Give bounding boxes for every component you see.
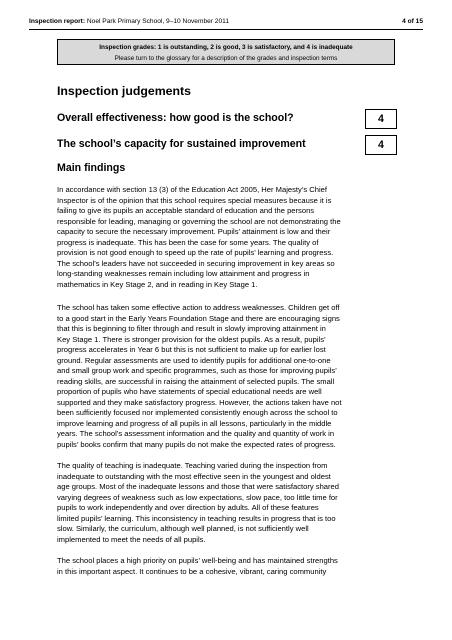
text-line: limited pupils’ learning. This inconsistency in teaching results in progress that is too bbox=[57, 513, 336, 523]
text-line: pupils to work independently and over direction by adults. All of these features bbox=[57, 503, 319, 512]
text-line: The quality of teaching is inadequate. Teaching varied during the inspection from bbox=[57, 461, 328, 470]
page-number: 4 of 15 bbox=[402, 18, 423, 25]
text-line: years. The school’s assessment information and the quality and quantity of work in bbox=[57, 429, 335, 438]
text-line: supported and they make satisfactory progress. However, the actions taken have not bbox=[57, 397, 342, 407]
paragraph-3 bbox=[57, 461, 402, 545]
judgement-overall-effectiveness bbox=[57, 109, 397, 129]
text-line: capacity to secure the necessary improvement. Pupils’ attainment is low and their bbox=[57, 227, 331, 236]
text-line: In accordance with section 13 (3) of the Education Act 2005, Her Majesty’s Chief bbox=[57, 185, 328, 194]
text-line: improve learning and progress of all pupils in all lessons, particularly in the middle bbox=[57, 418, 332, 428]
page-title: Inspection judgements bbox=[57, 84, 191, 98]
text-line: The school has taken some effective action to address weaknesses. Children get off bbox=[57, 303, 340, 312]
text-line: varying degrees of weakness such as low expectations, slow pace, too little time for bbox=[57, 492, 338, 502]
grades-key-box bbox=[57, 39, 395, 65]
text-line: provision is not good enough to speed up the rate of pupils’ learning and progress. bbox=[57, 248, 334, 257]
text-line: long-standing weaknesses remain including low attainment and progress in bbox=[57, 269, 310, 278]
judgement-grade: 4 bbox=[365, 109, 397, 129]
text-line: slow. Similarly, the curriculum, although well planned, is not sufficiently well bbox=[57, 524, 309, 533]
school-info: Noel Park Primary School, 9–10 November 2011 bbox=[86, 18, 229, 25]
text-line: Inspector is of the opinion that this school requires special measures because it is bbox=[57, 195, 332, 205]
paragraph-4 bbox=[57, 556, 402, 577]
text-line: implemented to meet the needs of all pupils. bbox=[57, 534, 206, 544]
paragraph-2 bbox=[57, 303, 402, 450]
text-line: progress is inadequate. This has been the case for some years. The quality of bbox=[57, 237, 319, 247]
text-line: responsible for leading, managing or governing the school are not demonstrating the bbox=[57, 216, 341, 226]
text-line: that this is beginning to filter through and result in slowly improving attainment in bbox=[57, 324, 326, 333]
text-line: The school’s leaders have not succeeded in securing improvement in key areas so bbox=[57, 258, 335, 268]
text-line: The school places a high priority on pupils’ well-being and has maintained strengths bbox=[57, 556, 338, 565]
text-line: pupils’ books confirm that many pupils do not make the expected rates of progress. bbox=[57, 439, 336, 449]
judgement-label: The school’s capacity for sustained improvement bbox=[57, 138, 306, 150]
judgement-label: Overall effectiveness: how good is the school? bbox=[57, 112, 294, 124]
page-header bbox=[29, 15, 423, 30]
text-line: Key Stage 1. There is stronger provision for the oldest pupils. As a result, pupils’ bbox=[57, 334, 326, 344]
text-line: failing to give its pupils an acceptable standard of education and the persons bbox=[57, 206, 315, 215]
judgement-capacity-improvement bbox=[57, 135, 397, 155]
text-line: to a good start in the Early Years Foundation Stage and there are encouraging signs bbox=[57, 313, 340, 323]
report-label: Inspection report: bbox=[29, 18, 86, 25]
text-line: in this important aspect. It continues to be a cohesive, vibrant, caring community bbox=[57, 566, 327, 576]
judgement-grade: 4 bbox=[365, 135, 397, 155]
text-line: proportion of pupils who have statements of special educational needs are well bbox=[57, 387, 322, 396]
section-heading: Main findings bbox=[57, 162, 126, 174]
text-line: ground. Regular assessments are used to identify pupils for additional one-to-one bbox=[57, 355, 331, 365]
text-line: mathematics in Key Stage 2, and in reading in Key Stage 1. bbox=[57, 279, 258, 289]
grades-key-line: Inspection grades: 1 is outstanding, 2 is good, 3 is satisfactory, and 4 is inadequate bbox=[99, 44, 353, 51]
text-line: inadequate to outstanding with the most effective seen in the youngest and oldest bbox=[57, 471, 331, 481]
text-line: progress accelerates in Year 6 but this is not sufficient to make up for earlier lost bbox=[57, 345, 326, 354]
paragraph-1 bbox=[57, 185, 402, 290]
text-line: age groups. Most of the inadequate lessons and those that were satisfactory shared bbox=[57, 482, 339, 491]
text-line: been sufficiently focused nor implemented consistently enough across the school to bbox=[57, 408, 338, 417]
text-line: and small group work and specific programmes, such as those for improving pupils’ bbox=[57, 366, 337, 375]
text-line: reading skills, are successful in raising the attainment of selected pupils. The small bbox=[57, 376, 335, 386]
glossary-note: Please turn to the glossary for a description of the grades and inspection terms bbox=[114, 55, 338, 62]
